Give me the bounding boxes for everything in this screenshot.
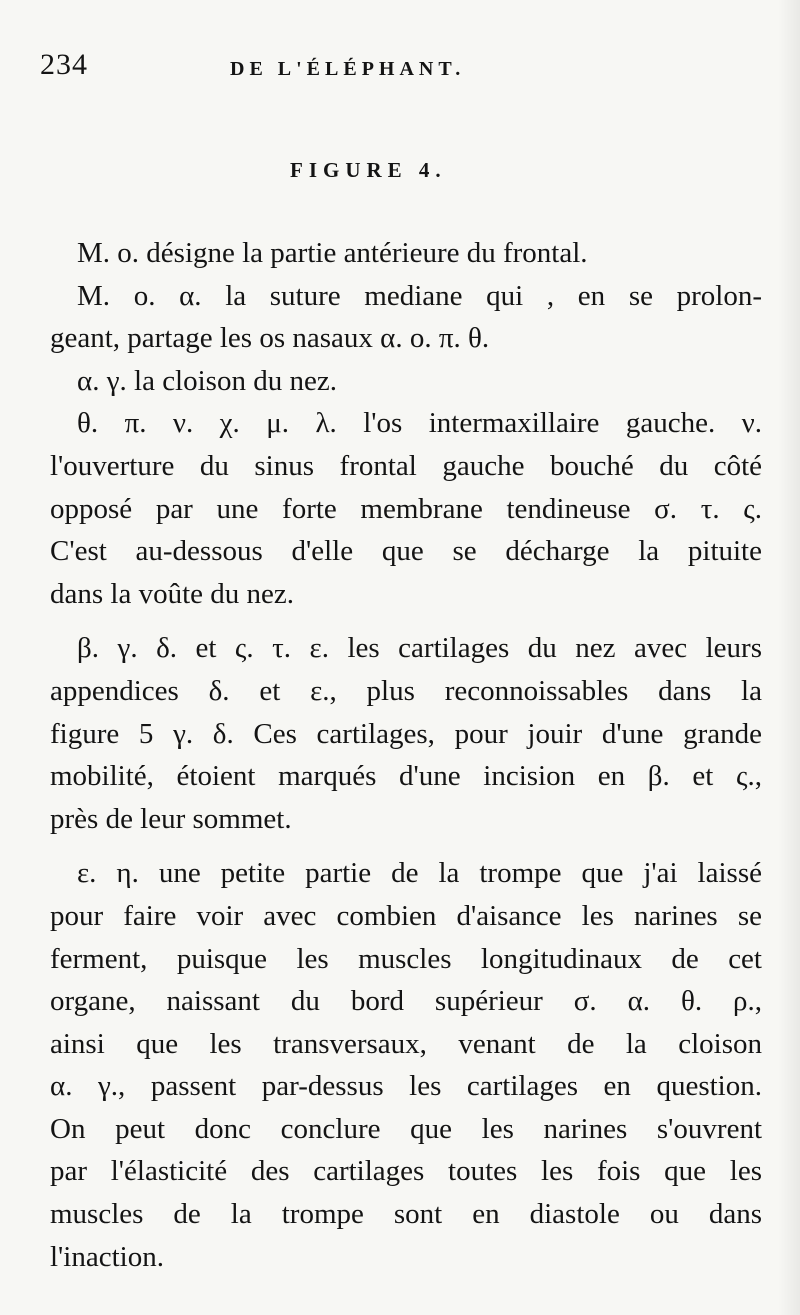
text-line: pour faire voir avec combien d'aisance les narines se xyxy=(50,899,762,932)
text-line: muscles de la trompe sont en diastole ou dans xyxy=(50,1198,762,1231)
text-line: θ. π. ν. χ. μ. λ. l'os intermaxillaire gauche. ν. xyxy=(77,407,762,440)
text-line: M. o. désigne la partie antérieure du frontal. xyxy=(77,237,588,269)
text-line: C'est au-dessous d'elle que se décharge la pituite xyxy=(50,535,762,568)
running-title: DE L'ÉLÉPHANT. xyxy=(230,58,466,80)
text-line: figure 5 γ. δ. Ces cartilages, pour jouir d'une grande xyxy=(50,717,762,750)
text-line: α. γ., passent par-dessus les cartilages en question. xyxy=(50,1070,762,1103)
page-number: 234 xyxy=(40,48,88,81)
text-line: M. o. α. la suture mediane qui , en se prolon- xyxy=(77,279,762,312)
page-edge-shadow xyxy=(778,0,800,1315)
text-line: On peut donc conclure que les narines s'ouvrent xyxy=(50,1112,762,1145)
text-line: l'ouverture du sinus frontal gauche bouché du côté xyxy=(50,449,762,482)
text-line: opposé par une forte membrane tendineuse σ. τ. ς. xyxy=(50,492,762,525)
text-line: β. γ. δ. et ς. τ. ε. les cartilages du nez avec leurs xyxy=(77,632,762,665)
text-line: organe, naissant du bord supérieur σ. α. θ. ρ., xyxy=(50,985,762,1018)
text-line: par l'élasticité des cartilages toutes les fois que les xyxy=(50,1155,762,1188)
text-line: près de leur sommet. xyxy=(50,802,292,835)
text-line: dans la voûte du nez. xyxy=(50,577,295,610)
text-line: α. γ. la cloison du nez. xyxy=(77,364,337,397)
text-line: ferment, puisque les muscles longitudinaux de cet xyxy=(50,942,762,975)
text-line: appendices δ. et ε., plus reconnoissables dans la xyxy=(50,674,762,707)
figure-title: FIGURE 4. xyxy=(290,158,447,182)
page-header xyxy=(40,48,560,92)
text-line: l'inaction. xyxy=(50,1240,164,1273)
body-text xyxy=(50,232,762,1278)
text-line: ainsi que les transversaux, venant de la cloison xyxy=(50,1027,762,1060)
text-line: mobilité, étoient marqués d'une incision en β. et ς., xyxy=(50,760,762,793)
text-line: ε. η. une petite partie de la trompe que j'ai laissé xyxy=(77,857,762,890)
text-line: geant, partage les os nasaux α. o. π. θ. xyxy=(50,322,490,355)
